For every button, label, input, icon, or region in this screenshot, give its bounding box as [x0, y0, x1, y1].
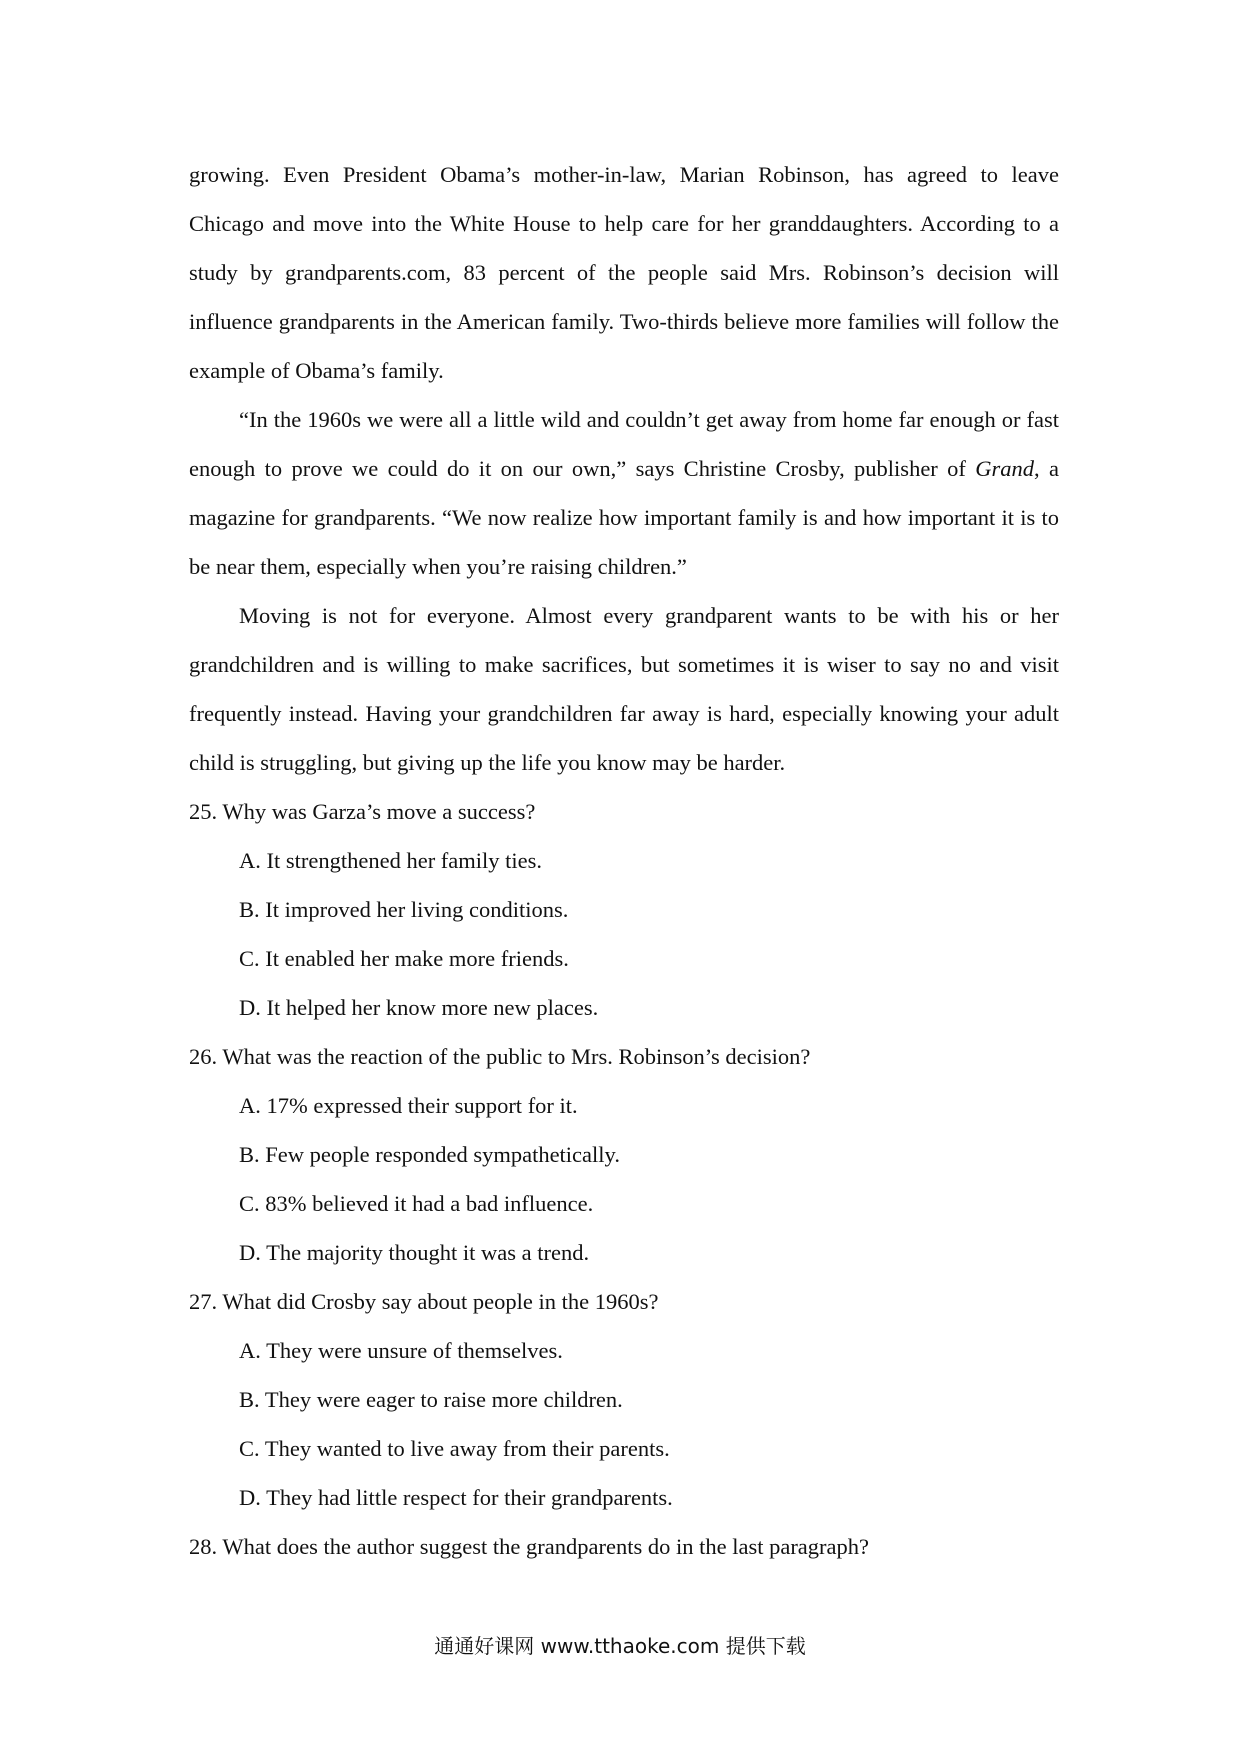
question-block [189, 1032, 1059, 1277]
paragraph-text: growing. Even President Obama’s mother-in-law, Marian Robinson, has agreed to leave Chicago and move into the White House to help care for her granddaughters. According to a study by grandparents.com, 83 percent of the people said Mrs. Robinson’s decision will influence grandparents in the American family. Two-thirds believe more families will follow the example of Obama’s family. [189, 162, 1059, 383]
answer-option: C. It enabled her make more friends. [239, 946, 569, 971]
answer-option: B. It improved her living conditions. [239, 897, 569, 922]
question-stem: 28. What does the author suggest the grandparents do in the last paragraph? [189, 1534, 870, 1559]
answer-option: D. They had little respect for their grandparents. [239, 1485, 673, 1510]
passage-paragraph [189, 591, 1059, 787]
answer-option: C. 83% believed it had a bad influence. [239, 1191, 594, 1216]
question-stem: 26. What was the reaction of the public to Mrs. Robinson’s decision? [189, 1044, 811, 1069]
passage-paragraph [189, 395, 1059, 591]
answer-option: A. It strengthened her family ties. [239, 848, 543, 873]
answer-option: B. They were eager to raise more children. [239, 1387, 623, 1412]
paragraph-text: , a magazine for grandparents. “We now realize how important family is and how important it is to be near them, especially when you’re raising children.” [189, 456, 1059, 579]
answer-option: D. The majority thought it was a trend. [239, 1240, 590, 1265]
document-content [189, 150, 1059, 1571]
paragraph-text: “In the 1960s we were all a little wild and couldn’t get away from home far enough or fast enough to prove we could do it on our own,” says Christine Crosby, publisher of [189, 407, 1059, 481]
passage-paragraph [189, 150, 1059, 395]
question-block [189, 1522, 1059, 1571]
question-block [189, 787, 1059, 1032]
italic-title: Grand [975, 456, 1035, 481]
answer-option: C. They wanted to live away from their parents. [239, 1436, 670, 1461]
question-block [189, 1277, 1059, 1522]
reading-passage [189, 150, 1059, 787]
answer-option: A. They were unsure of themselves. [239, 1338, 563, 1363]
question-stem: 25. Why was Garza’s move a success? [189, 799, 536, 824]
page-footer: 通通好课网 www.tthaoke.com 提供下载 [434, 1634, 806, 1658]
question-list [189, 787, 1059, 1571]
paragraph-text: Moving is not for everyone. Almost every grandparent wants to be with his or her grandchildren and is willing to make sacrifices, but sometimes it is wiser to say no and visit frequently instead. Having your grandchildren far away is hard, especially knowing your adult child is struggling, but giving up the life you know may be harder. [189, 603, 1059, 775]
answer-option: B. Few people responded sympathetically. [239, 1142, 620, 1167]
answer-option: A. 17% expressed their support for it. [239, 1093, 578, 1118]
question-stem: 27. What did Crosby say about people in the 1960s? [189, 1289, 659, 1314]
answer-option: D. It helped her know more new places. [239, 995, 599, 1020]
